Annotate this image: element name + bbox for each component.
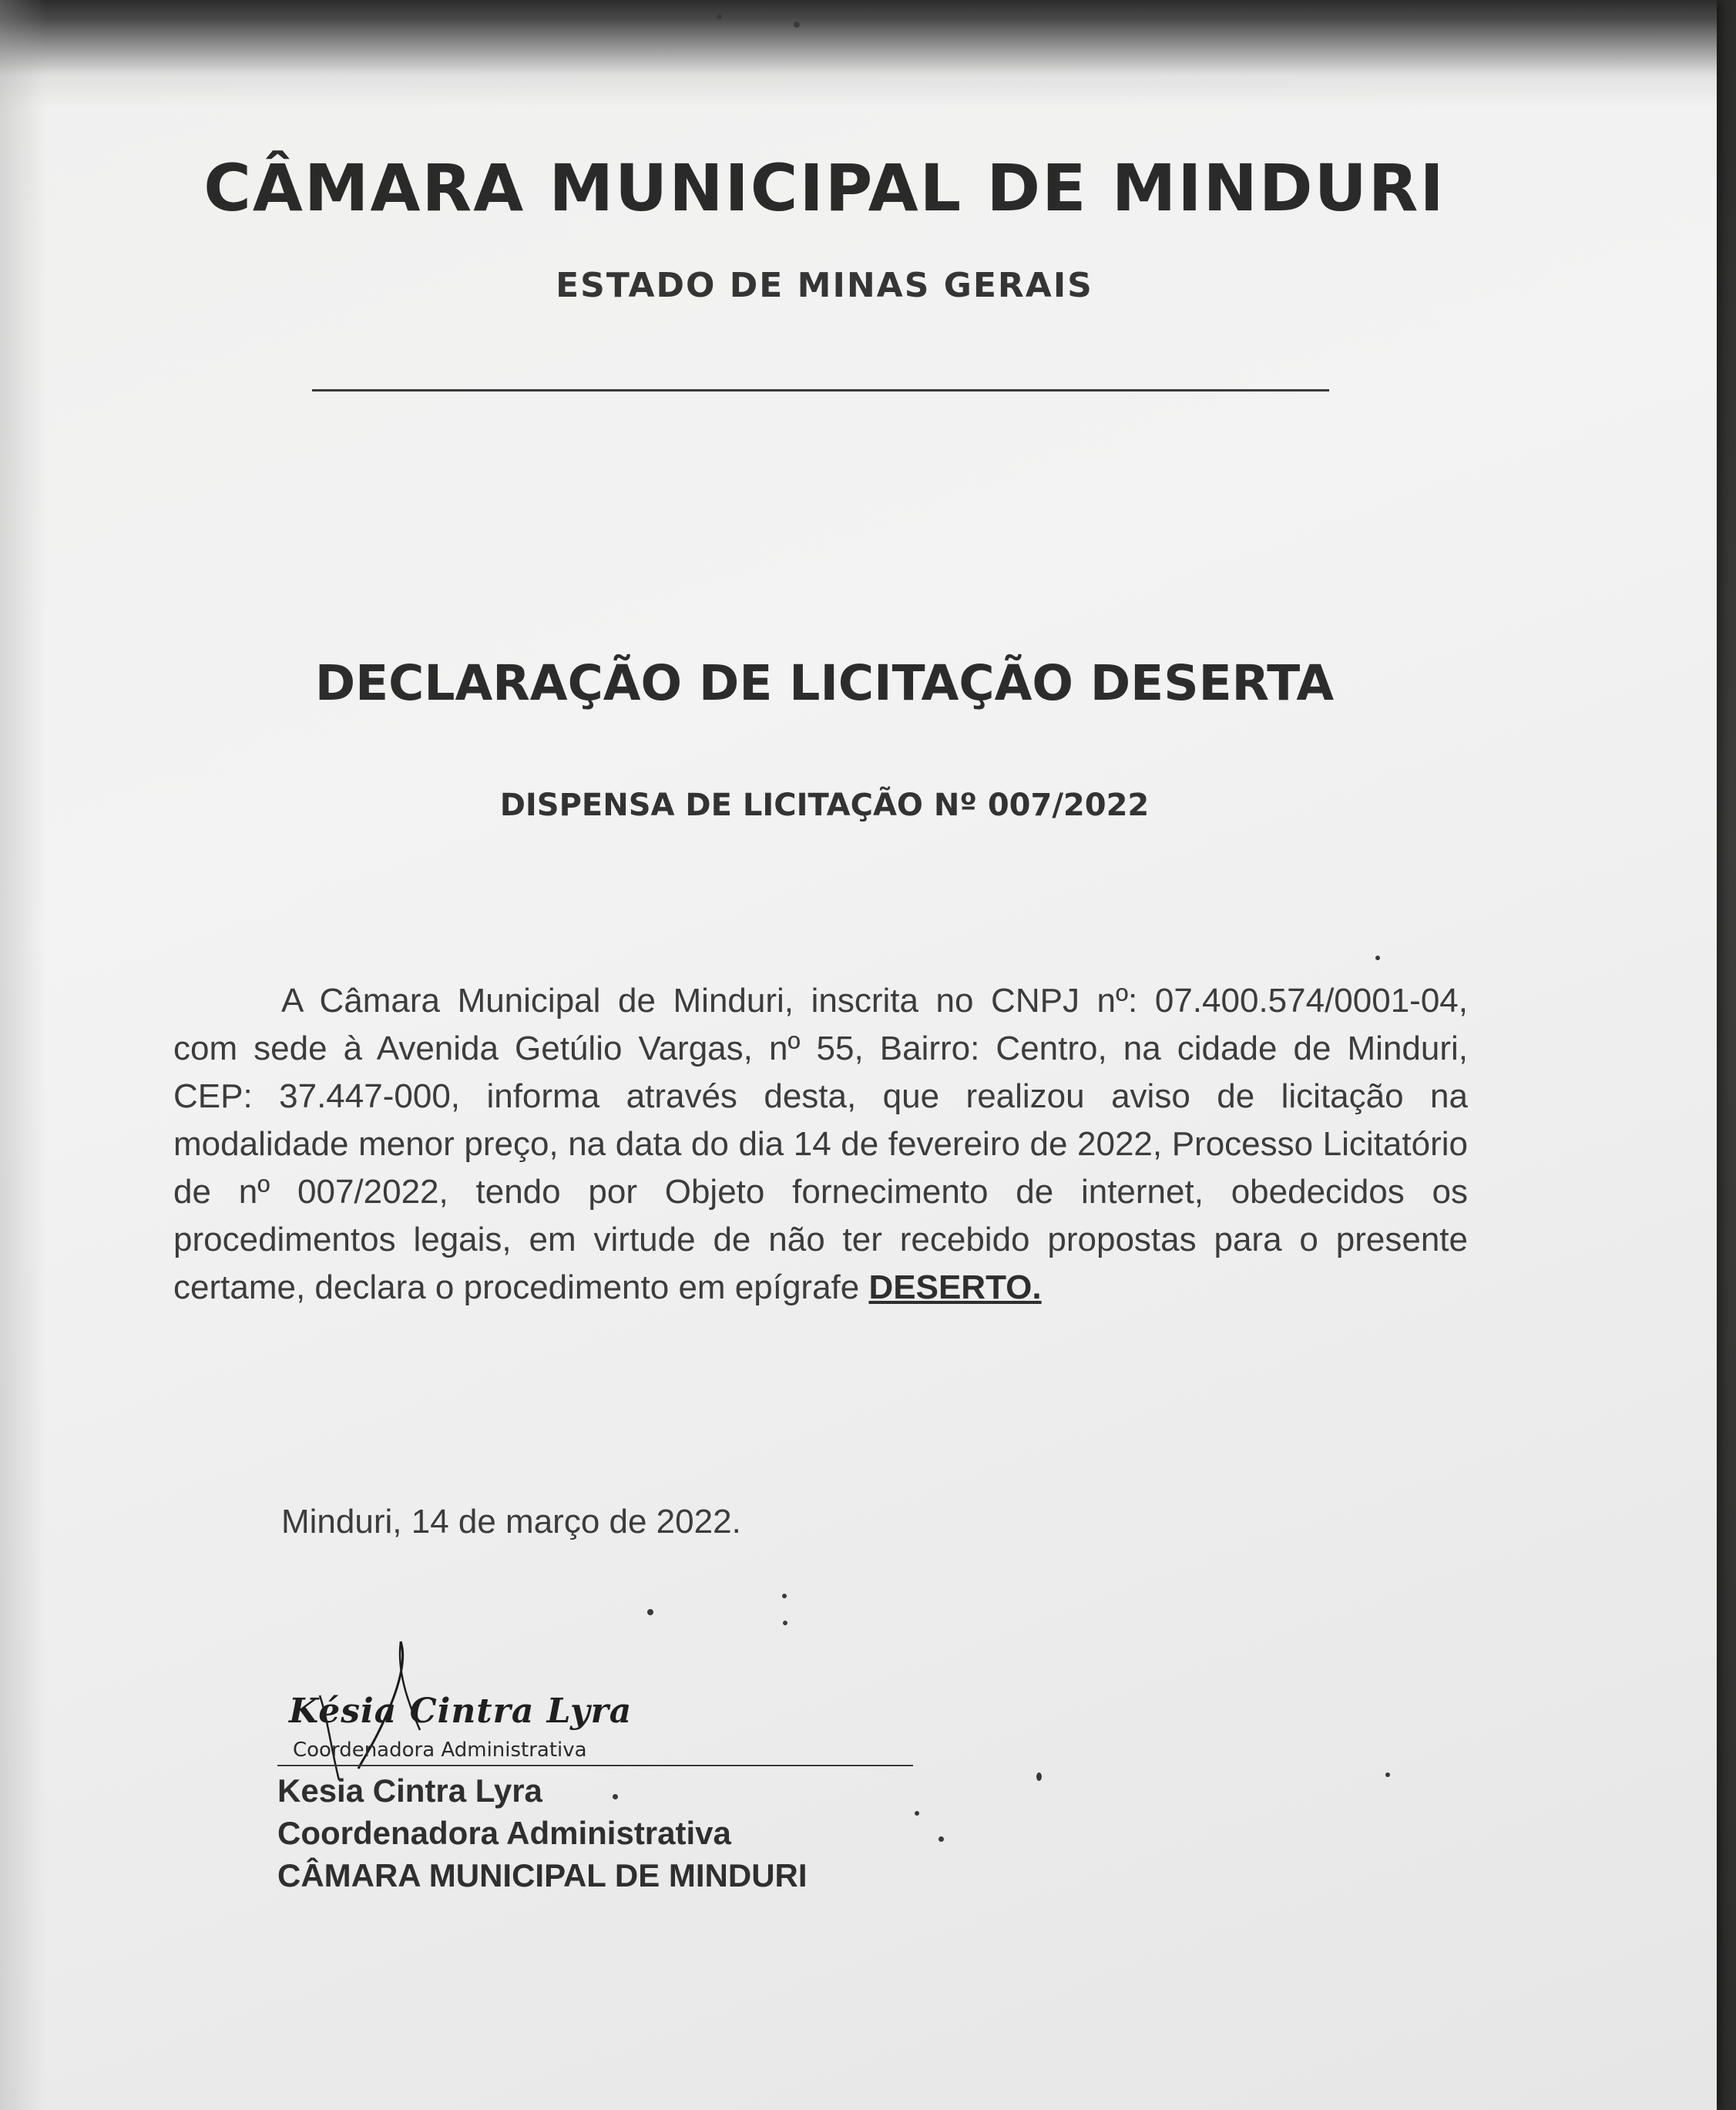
document-subtitle: DISPENSA DE LICITAÇÃO Nº 007/2022 [499,788,1150,823]
paper-speck [783,1621,787,1625]
paper-speck [613,1794,618,1799]
signer-organization: CÂMARA MUNICIPAL DE MINDURI [277,1857,808,1893]
deserto-emphasis: DESERTO. [868,1268,1042,1306]
page-top-shadow [0,0,1717,108]
page-left-shadow [0,0,46,2110]
signer-role: Coordenadora Administrativa [277,1815,731,1851]
paper-speck [782,1594,787,1598]
letterhead-divider [312,389,1329,391]
declaration-body-text: A Câmara Municipal de Minduri, inscrita no CNPJ nº: 07.400.574/0001-04, com sede à Avenida Getúlio Vargas, nº 55, Bairro: Centro, na cidade de Minduri, CEP: 37.447-000, informa através desta, que realizou aviso de licitação na modalidade menor preço, na data do dia 14 de fevereiro de 2022, Processo Licitatório de nº 007/2022, tendo por Objeto fornecimento de internet, obedecidos os procedimentos legais, em virtude de não ter recebido propostas para o presente certame, declara o procedimento em epígrafe [173,982,1468,1306]
letterhead-subtitle: ESTADO DE MINAS GERAIS [556,266,1093,305]
paper-speck [1375,956,1380,960]
signer-name: Kesia Cintra Lyra [277,1772,542,1809]
paper-speck [647,1609,653,1615]
paper-speck [939,1836,944,1842]
letterhead-title: CÂMARA MUNICIPAL DE MINDURI [203,150,1446,226]
paper-speck [794,22,800,28]
paper-speck [1385,1772,1390,1777]
signature-stamp-name: Késia Cintra Lyra [289,1692,633,1731]
signature-stamp-role: Coordenadora Administrativa [293,1739,587,1762]
declaration-paragraph [173,977,1468,1312]
document-title: DECLARAÇÃO DE LICITAÇÃO DESERTA [314,655,1335,711]
paper-speck [915,1811,919,1816]
signature-line [277,1765,913,1766]
date-line: Minduri, 14 de março de 2022. [281,1503,741,1541]
paper-speck [717,14,722,19]
paper-speck [1036,1772,1042,1781]
